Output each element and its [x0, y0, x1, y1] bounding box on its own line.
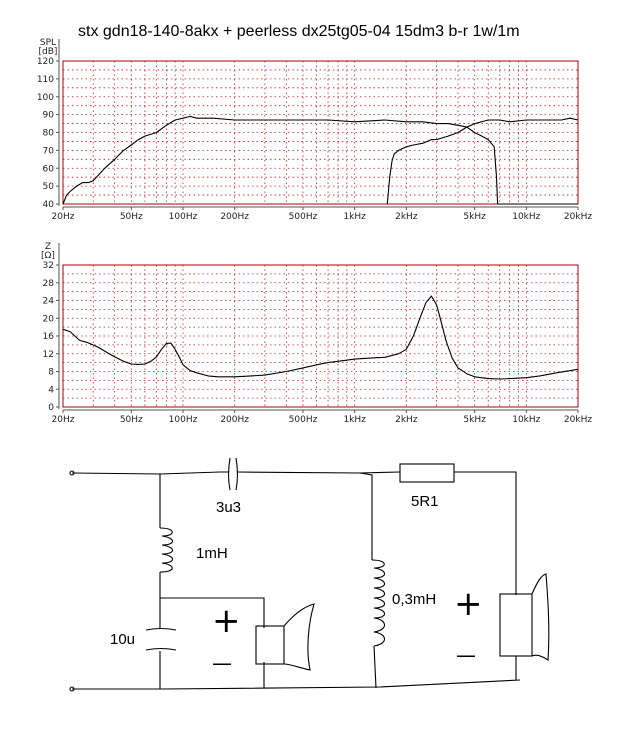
label-cap-tweeter: 3u3	[216, 499, 242, 516]
spl-chart	[37, 38, 593, 222]
y-tick-label: 90	[42, 110, 54, 121]
y-tick-label: 16	[42, 332, 54, 342]
x-tick-label: 10kHz	[512, 415, 541, 425]
y-axis-unit: [dB]	[38, 47, 58, 57]
tweeter-minus-sign: —	[456, 643, 476, 667]
y-tick-label: 28	[42, 278, 54, 289]
input-wire-top	[72, 472, 220, 474]
figure-title: stx gdn18-140-8akx + peerless dx25tg05-04 15dm3 b-r 1w/1m	[78, 23, 520, 40]
tweeter-polarity	[454, 584, 483, 667]
x-tick-label: 50Hz	[119, 415, 143, 425]
impedance-chart	[41, 242, 592, 425]
series-line	[63, 296, 578, 379]
x-tick-label: 20Hz	[51, 415, 75, 425]
capacitor-10u	[146, 590, 176, 689]
x-tick-label: 100Hz	[168, 212, 198, 222]
x-tick-label: 5kHz	[463, 415, 486, 425]
x-tick-label: 500Hz	[288, 212, 318, 222]
label-ind-woofer: 1mH	[196, 545, 228, 562]
x-tick-label: 2kHz	[395, 415, 418, 425]
y-tick-label: 32	[42, 261, 54, 271]
y-tick-label: 120	[36, 57, 54, 67]
inductor-1mh	[160, 474, 173, 590]
x-tick-label: 10kHz	[512, 212, 541, 222]
x-tick-label: 20kHz	[563, 415, 593, 425]
x-tick-label: 20kHz	[563, 212, 593, 222]
y-tick-label: 60	[42, 164, 54, 175]
x-tick-label: 1kHz	[343, 212, 366, 222]
series-line	[63, 116, 578, 204]
y-axis-unit: [Ω]	[41, 251, 55, 261]
label-resistor: 5R1	[411, 493, 439, 510]
y-tick-label: 40	[42, 200, 54, 210]
y-tick-label: 20	[42, 314, 54, 325]
y-tick-label: 12	[42, 349, 54, 360]
x-tick-label: 200Hz	[220, 415, 250, 425]
y-tick-label: 110	[36, 74, 54, 85]
y-tick-label: 80	[42, 128, 54, 139]
label-cap-woofer: 10u	[110, 631, 136, 648]
x-tick-label: 200Hz	[220, 212, 250, 222]
label-ind-tweeter: 0,3mH	[392, 591, 437, 608]
y-axis-label: Z	[44, 242, 52, 252]
woofer-minus-sign: —	[212, 651, 232, 675]
y-tick-label: 50	[42, 182, 54, 193]
x-tick-label: 1kHz	[343, 415, 366, 425]
woofer-driver	[256, 604, 314, 670]
tweeter-plus-sign: +	[454, 584, 483, 624]
crossover-schematic	[70, 458, 549, 691]
y-tick-label: 8	[48, 367, 54, 378]
y-tick-label: 24	[42, 296, 54, 307]
y-axis-label: SPL	[39, 38, 57, 48]
woofer-polarity	[212, 601, 241, 675]
series-line	[387, 118, 578, 204]
x-tick-label: 2kHz	[395, 212, 418, 222]
y-tick-label: 100	[36, 92, 54, 103]
capacitor-3u3	[220, 458, 360, 490]
x-tick-label: 500Hz	[288, 415, 318, 425]
y-tick-label: 70	[42, 146, 54, 157]
y-tick-label: 0	[48, 403, 54, 413]
woofer-plus-sign: +	[212, 601, 241, 641]
inductor-0-3mh	[360, 473, 385, 688]
horizontal-grid	[63, 70, 578, 195]
y-tick-label: 4	[48, 385, 54, 396]
x-tick-label: 5kHz	[463, 212, 486, 222]
x-tick-label: 50Hz	[119, 212, 143, 222]
tweeter-driver	[500, 574, 549, 680]
x-tick-label: 20Hz	[51, 212, 75, 222]
input-wire-bottom	[72, 680, 520, 689]
x-tick-label: 100Hz	[168, 415, 198, 425]
